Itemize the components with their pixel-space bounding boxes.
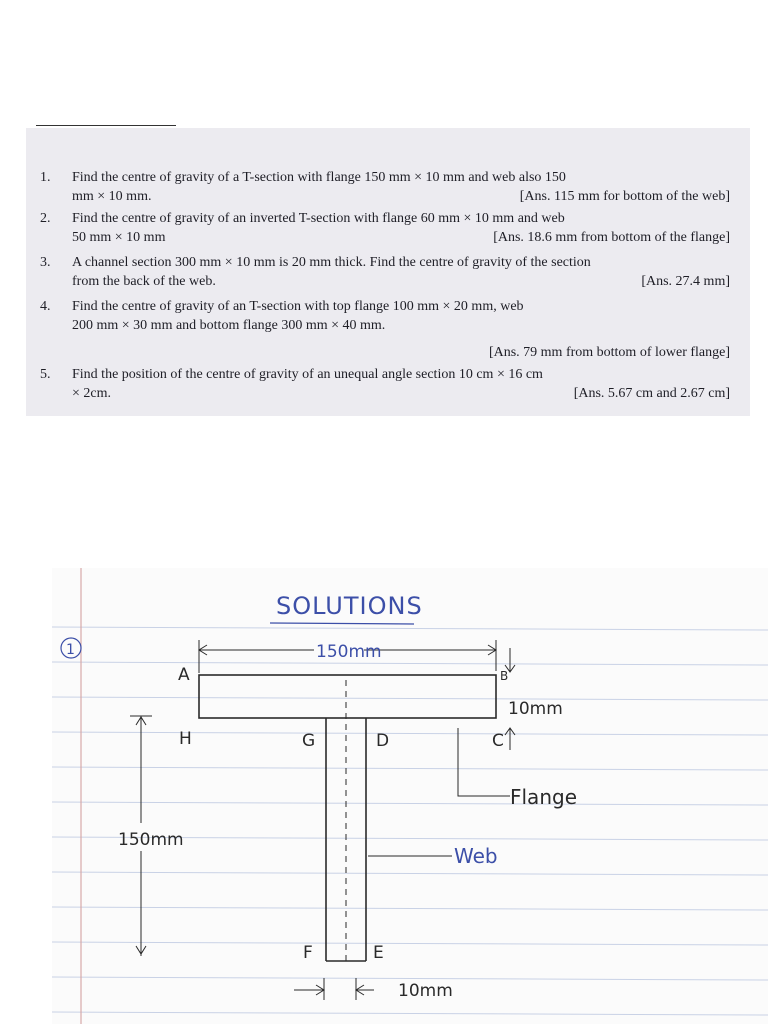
web-thickness-label: 10mm xyxy=(398,981,453,1001)
flange-label: Flange xyxy=(510,785,577,809)
exercise-item xyxy=(40,168,730,208)
ruled-lines xyxy=(52,627,768,1015)
flange-width-label: 150mm xyxy=(316,642,382,662)
exercise-text-cont: mm × 10 mm. xyxy=(72,189,152,204)
exercise-item xyxy=(40,209,730,249)
point-h: H xyxy=(179,729,192,749)
solutions-heading: SOLUTIONS xyxy=(276,592,423,620)
exercise-text-cont: 50 mm × 10 mm xyxy=(72,230,166,245)
exercise-item xyxy=(40,365,730,405)
exercise-number: 2. xyxy=(40,211,51,226)
exercise-answer: [Ans. 27.4 mm] xyxy=(641,274,730,289)
flange-thickness-label: 10mm xyxy=(508,699,563,719)
exercise-number: 5. xyxy=(40,367,51,382)
exercise-answer: [Ans. 79 mm from bottom of lower flange] xyxy=(488,345,730,360)
exercise-number: 3. xyxy=(40,255,51,270)
exercise-item xyxy=(40,253,730,293)
exercise-list xyxy=(26,128,750,416)
point-b: B xyxy=(500,669,509,683)
point-e: E xyxy=(373,943,384,963)
point-c: C xyxy=(492,731,504,751)
exercise-text: Find the centre of gravity of an T-section with top flange 100 mm × 20 mm, web xyxy=(72,299,524,314)
exercise-answer: [Ans. 18.6 mm from bottom of the flange] xyxy=(493,230,730,245)
notebook-page xyxy=(52,568,768,1024)
exercise-text: Find the centre of gravity of an inverted T-section with flange 60 mm × 10 mm and web xyxy=(72,211,565,226)
web-thickness-dimension xyxy=(294,978,374,1000)
exercise-text: A channel section 300 mm × 10 mm is 20 mm thick. Find the centre of gravity of the section xyxy=(72,255,591,270)
web-height-label: 150mm xyxy=(118,830,184,850)
point-g: G xyxy=(302,731,316,751)
exercise-answer: [Ans. 115 mm for bottom of the web] xyxy=(519,189,730,204)
exercise-answer: [Ans. 5.67 cm and 2.67 cm] xyxy=(573,386,730,401)
exercise-number: 1. xyxy=(40,170,51,185)
heading-underline xyxy=(270,623,414,624)
t-section-sketch xyxy=(52,568,768,1024)
exercise-number: 4. xyxy=(40,299,51,314)
t-section-outline xyxy=(199,675,496,961)
exercise-item xyxy=(40,297,730,360)
exercise-text-cont: 200 mm × 30 mm and bottom flange 300 mm × 40 mm. xyxy=(72,318,386,333)
page-rule xyxy=(36,125,176,126)
web-label: Web xyxy=(454,844,498,868)
exercise-text-cont: × 2cm. xyxy=(72,386,111,401)
exercise-text-cont: from the back of the web. xyxy=(72,274,216,289)
problem-marker: 1 xyxy=(66,642,75,658)
exercise-text: Find the centre of gravity of a T-section with flange 150 mm × 10 mm and web also 150 xyxy=(72,170,566,185)
point-a: A xyxy=(178,665,190,685)
exercise-text: Find the position of the centre of gravity of an unequal angle section 10 cm × 16 cm xyxy=(72,367,543,382)
point-f: F xyxy=(303,943,313,963)
point-d: D xyxy=(376,731,390,751)
